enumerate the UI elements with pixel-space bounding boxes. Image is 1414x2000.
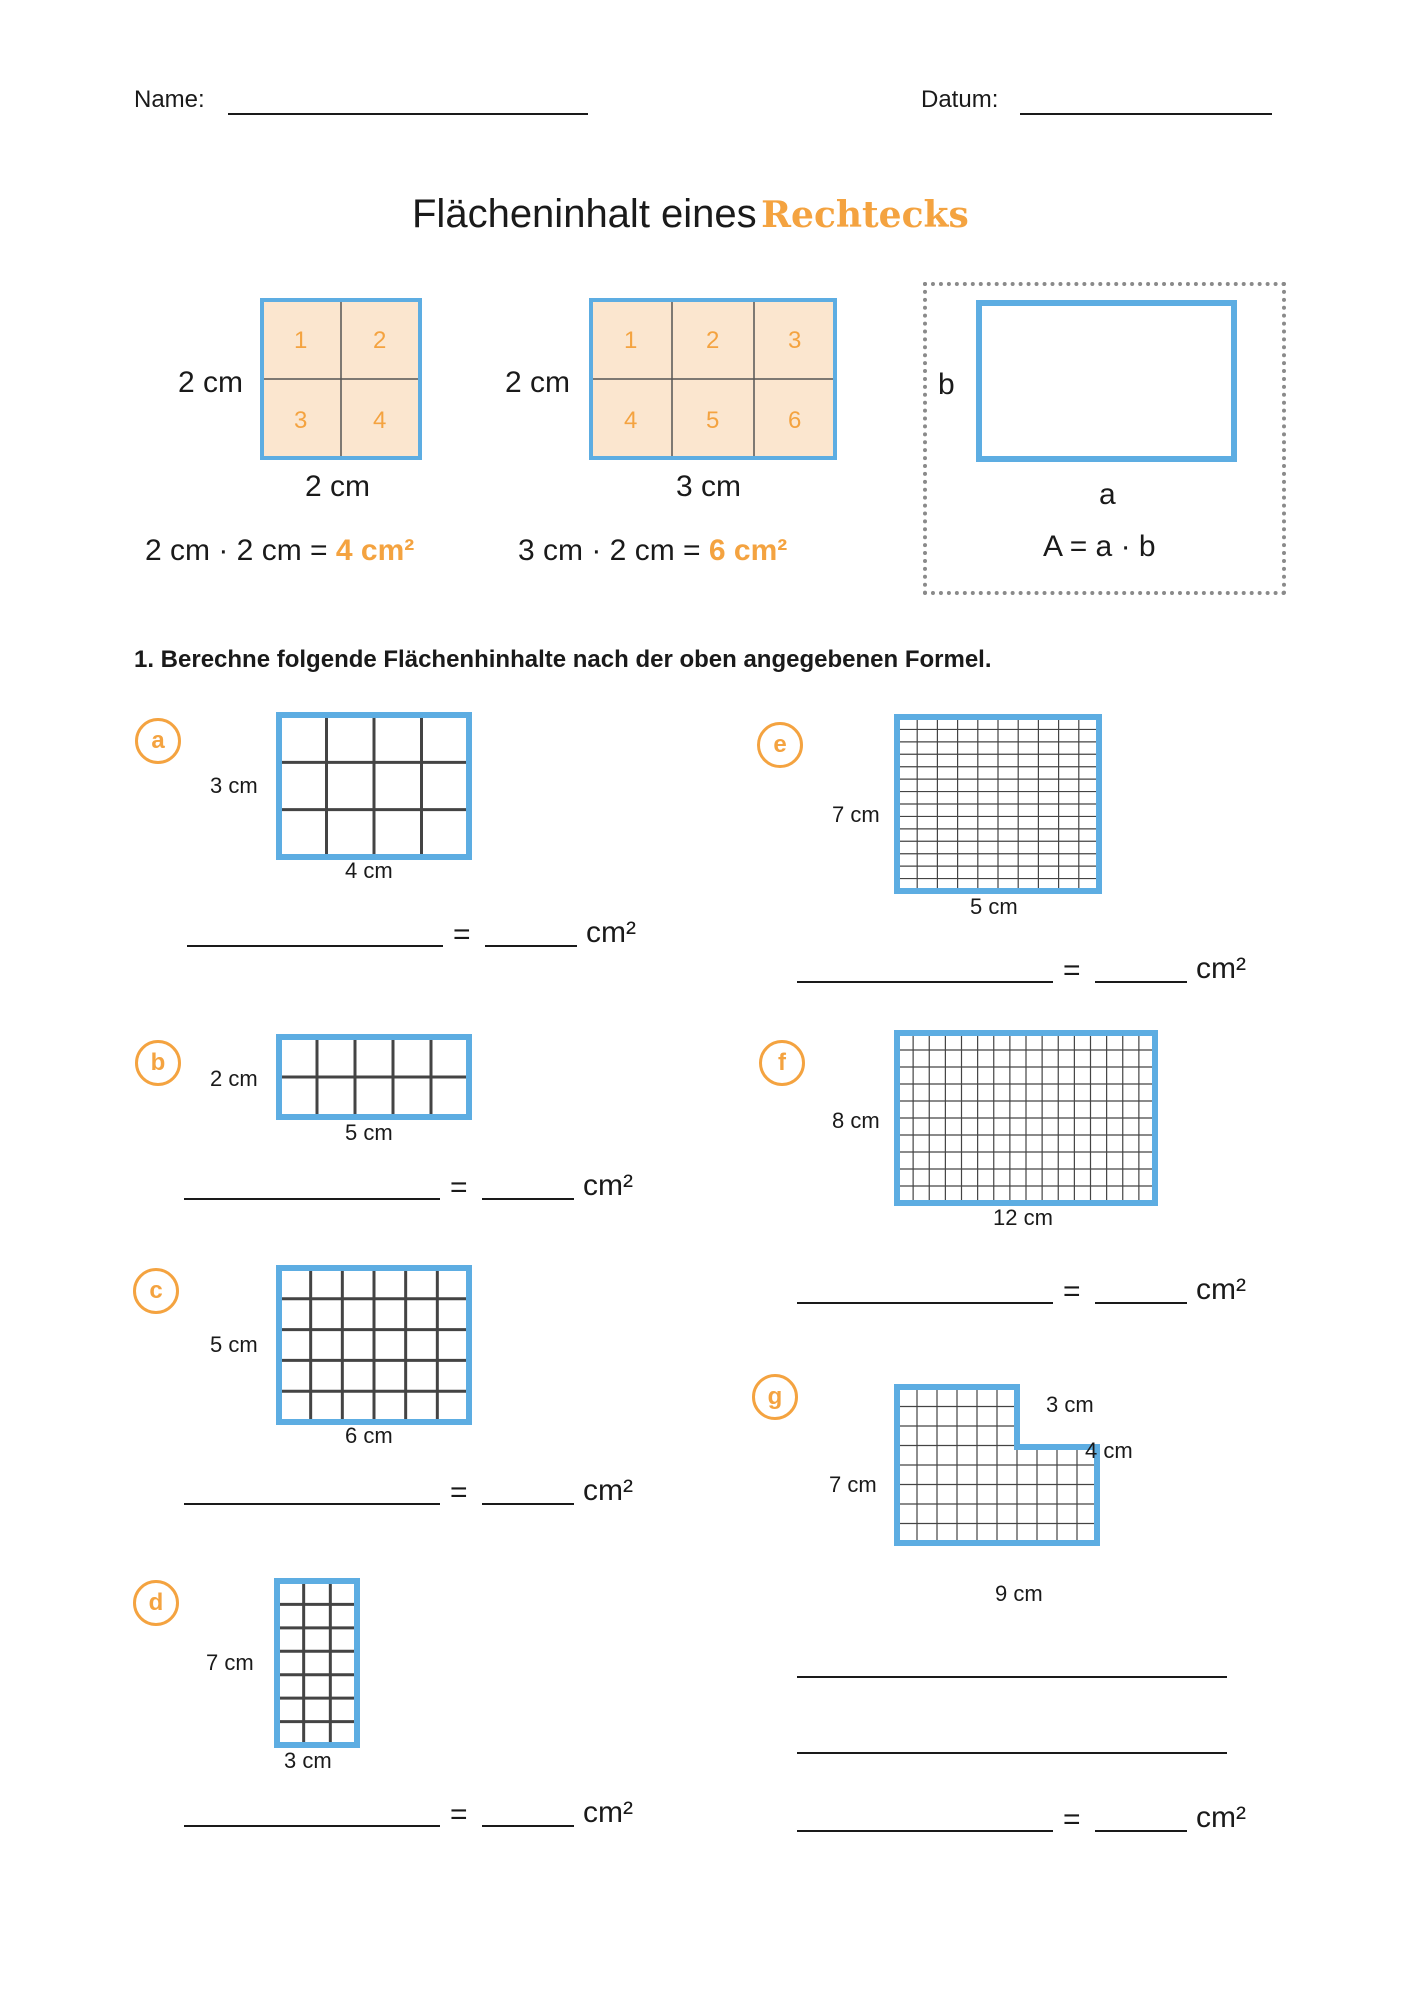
grid-c	[276, 1265, 472, 1425]
badge-g: g	[752, 1374, 798, 1420]
b-equals: =	[450, 1171, 468, 1204]
g-calc-field-1[interactable]	[797, 1676, 1227, 1678]
e-width-label: 5 cm	[970, 894, 1018, 919]
general-formula: A = a · b	[1043, 530, 1156, 563]
b-width-label: 5 cm	[345, 1120, 393, 1145]
example1-result: 4 cm²	[335, 534, 415, 567]
g-height-label: 7 cm	[829, 1472, 877, 1497]
example1-cell-3: 3	[294, 407, 308, 434]
grid-a	[276, 712, 472, 860]
example1-bottom-label: 2 cm	[305, 470, 371, 503]
g-equals: =	[1063, 1803, 1081, 1836]
example2-formula-text: 3 cm · 2 cm =	[518, 534, 701, 567]
example2-cell-5: 5	[706, 407, 720, 434]
e-equals: =	[1063, 954, 1081, 987]
general-rectangle	[976, 300, 1237, 462]
grid-g	[894, 1384, 1158, 1584]
c-calc-field[interactable]	[184, 1503, 440, 1505]
badge-e: e	[757, 722, 803, 768]
a-unit: cm²	[586, 916, 636, 949]
e-answer-field[interactable]	[1095, 981, 1187, 983]
e-unit: cm²	[1196, 952, 1246, 985]
c-width-label: 6 cm	[345, 1423, 393, 1448]
a-calc-field[interactable]	[187, 945, 443, 947]
general-side-label: b	[938, 368, 955, 401]
badge-b: b	[135, 1040, 181, 1086]
title-highlight: Rechtecks	[761, 194, 969, 236]
date-label: Datum:	[921, 86, 999, 113]
example1-cell-4: 4	[373, 407, 387, 434]
f-equals: =	[1063, 1275, 1081, 1308]
example2-result: 6 cm²	[708, 534, 788, 567]
g-unit: cm²	[1196, 1801, 1246, 1834]
task-instruction: 1. Berechne folgende Flächenhinhalte nach der oben angegebenen Formel.	[134, 646, 992, 673]
example2-cell-2: 2	[706, 327, 720, 354]
example1-cell-1: 1	[294, 327, 308, 354]
example1-side-label: 2 cm	[178, 366, 244, 399]
example1-cell-2: 2	[373, 327, 387, 354]
a-width-label: 4 cm	[345, 858, 393, 883]
f-unit: cm²	[1196, 1273, 1246, 1306]
e-calc-field[interactable]	[797, 981, 1053, 983]
grid-d	[274, 1578, 360, 1748]
g-calc-field-2[interactable]	[797, 1752, 1227, 1754]
g-answer-field[interactable]	[1095, 1830, 1187, 1832]
d-calc-field[interactable]	[184, 1825, 440, 1827]
example2-cell-4: 4	[624, 407, 638, 434]
example2-cell-3: 3	[788, 327, 802, 354]
f-width-label: 12 cm	[993, 1205, 1053, 1230]
example2-bottom-label: 3 cm	[676, 470, 742, 503]
badge-a: a	[135, 718, 181, 764]
title-main: Flächeninhalt eines	[412, 192, 757, 236]
c-height-label: 5 cm	[210, 1332, 258, 1357]
a-height-label: 3 cm	[210, 773, 258, 798]
grid-e	[894, 714, 1102, 894]
grid-b	[276, 1034, 472, 1120]
example2-side-label: 2 cm	[505, 366, 571, 399]
badge-d: d	[133, 1580, 179, 1626]
c-equals: =	[450, 1476, 468, 1509]
f-answer-field[interactable]	[1095, 1302, 1187, 1304]
example2-cell-1: 1	[624, 327, 638, 354]
g-calc-field-3[interactable]	[797, 1830, 1053, 1832]
b-answer-field[interactable]	[482, 1198, 574, 1200]
d-answer-field[interactable]	[482, 1825, 574, 1827]
f-height-label: 8 cm	[832, 1108, 880, 1133]
example2-cell-6: 6	[788, 407, 802, 434]
example2-formula	[518, 536, 787, 566]
a-answer-field[interactable]	[485, 945, 577, 947]
badge-c: c	[133, 1268, 179, 1314]
e-height-label: 7 cm	[832, 802, 880, 827]
b-calc-field[interactable]	[184, 1198, 440, 1200]
example1-grid	[262, 300, 422, 460]
c-answer-field[interactable]	[482, 1503, 574, 1505]
date-field[interactable]	[1020, 113, 1272, 115]
d-width-label: 3 cm	[284, 1748, 332, 1773]
example1-formula	[145, 536, 414, 566]
c-unit: cm²	[583, 1474, 633, 1507]
d-unit: cm²	[583, 1796, 633, 1829]
page-title	[412, 194, 969, 234]
example2-grid	[591, 300, 837, 460]
b-height-label: 2 cm	[210, 1066, 258, 1091]
name-label: Name:	[134, 86, 205, 113]
g-top-right-label: 3 cm	[1046, 1392, 1094, 1417]
badge-f: f	[759, 1040, 805, 1086]
g-notch-label: 4 cm	[1085, 1438, 1133, 1463]
grid-f	[894, 1030, 1158, 1206]
name-field[interactable]	[228, 113, 588, 115]
g-width-label: 9 cm	[995, 1581, 1043, 1606]
b-unit: cm²	[583, 1169, 633, 1202]
general-bottom-label: a	[1099, 478, 1116, 511]
d-height-label: 7 cm	[206, 1650, 254, 1675]
a-equals: =	[453, 918, 471, 951]
d-equals: =	[450, 1798, 468, 1831]
f-calc-field[interactable]	[797, 1302, 1053, 1304]
example1-formula-text: 2 cm · 2 cm =	[145, 534, 328, 567]
